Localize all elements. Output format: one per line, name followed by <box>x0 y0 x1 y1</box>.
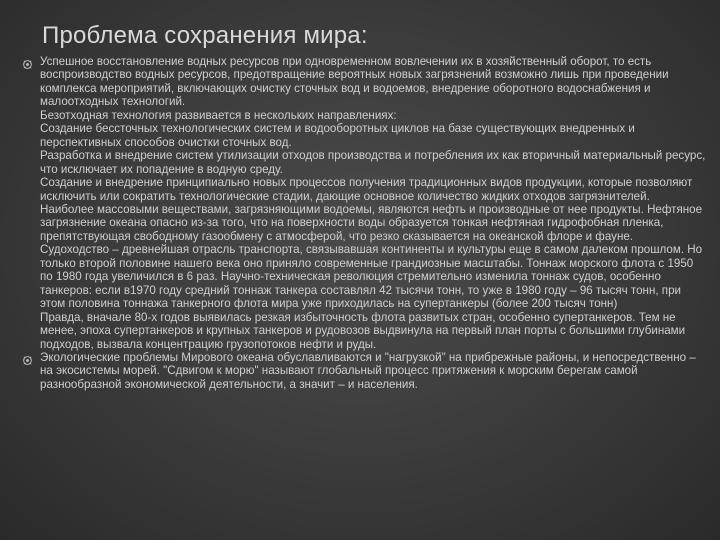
paragraph-waste-utilization: Разработка и внедрение систем утилизации отходов производства и потребления их как вторичный материальный ресурс, что исключает их попадение в водную среду. <box>40 149 706 176</box>
bullet-item-2 <box>0 351 720 391</box>
paragraph-new-processes: Создание и внедрение принципиально новых процессов получения традиционных видов продукции, которые позволяют исключить или сократить технологические стадии, дающие основное количество жидких отходов загрязнителей. <box>40 176 693 203</box>
paragraph-wasteless-tech: Безотходная технология развивается в нескольких направлениях: <box>40 108 397 122</box>
paragraph-oil-pollution: Наиболее массовыми веществами, загрязняющими водоемы, являются нефть и производные от нее продукты. Нефтяное загрязнение океана опасно из-за того, что на поверхности воды образуется тонкая нефтяная гидрофобная пленка, препятствующая свободному газообмену с атмосферой, что резко сказывается на океанской флоре и фауне. <box>40 202 703 243</box>
slide-title: Проблема сохранения мира: <box>42 22 368 49</box>
paragraph-drainless-systems: Создание бессточных технологических систем и водооборотных циклов на базе существующих внедренных и перспективных способов очистки сточных вод. <box>40 122 635 149</box>
paragraph-supertankers: Правда, вначале 80-х годов выявилась резкая избыточность флота развитых стран, особенно супертанкеров. Тем не менее, эпоха супертанкеров и крупных танкеров и рудовозов выдвинула на первый план порты с большими глубинами подходов, вызвала концентрацию грузопотоков нефти и руды. <box>40 310 686 351</box>
wreath-bullet-icon <box>22 355 33 366</box>
bullet-item-1 <box>0 55 720 351</box>
bullet-text <box>40 351 708 391</box>
wreath-bullet-icon <box>22 59 33 70</box>
bullet-text <box>40 55 708 351</box>
paragraph-water-restoration: Успешное восстановление водных ресурсов при одновременном вовлечении их в хозяйственный оборот, то есть воспроизводство водных ресурсов, предотвращение вероятных новых загрязнений возможно лишь при проведении комплекса мероприятий, включающих очистку сточных вод и водоемов, внедрение оборотного водоснабжения и малоотходных технологий. <box>40 55 669 109</box>
slide-content <box>0 55 720 391</box>
paragraph-shipping: Судоходство – древнейшая отрасль транспорта, связывавшая континенты и культуры еще в самом далеком прошлом. Но только второй половине нашего века оно приняло современные грандиозные масштабы. Тоннаж морского флота с 1950 по 1980 года увеличился в 6 раз. Научно-техническая революция стремительно изменила тоннаж судов, особенно танкеров: если в1970 году средний тоннаж танкера составлял 42 тысячи тонн, то уже в 1980 году – 96 тысяч тонн, при этом половина тоннажа танкерного флота мира уже приходилась на супертанкеры (более 200 тысяч тонн) <box>40 243 703 311</box>
paragraph-ocean-problems: Экологические проблемы Мирового океана обуславливаются и "нагрузкой" на прибрежные районы, и непосредственно – на экосистемы морей. "Сдвигом к морю" называют глобальный процесс притяжения к морским берегам самой разнообразной экономической деятельности, а значит – и населения. <box>40 350 696 391</box>
